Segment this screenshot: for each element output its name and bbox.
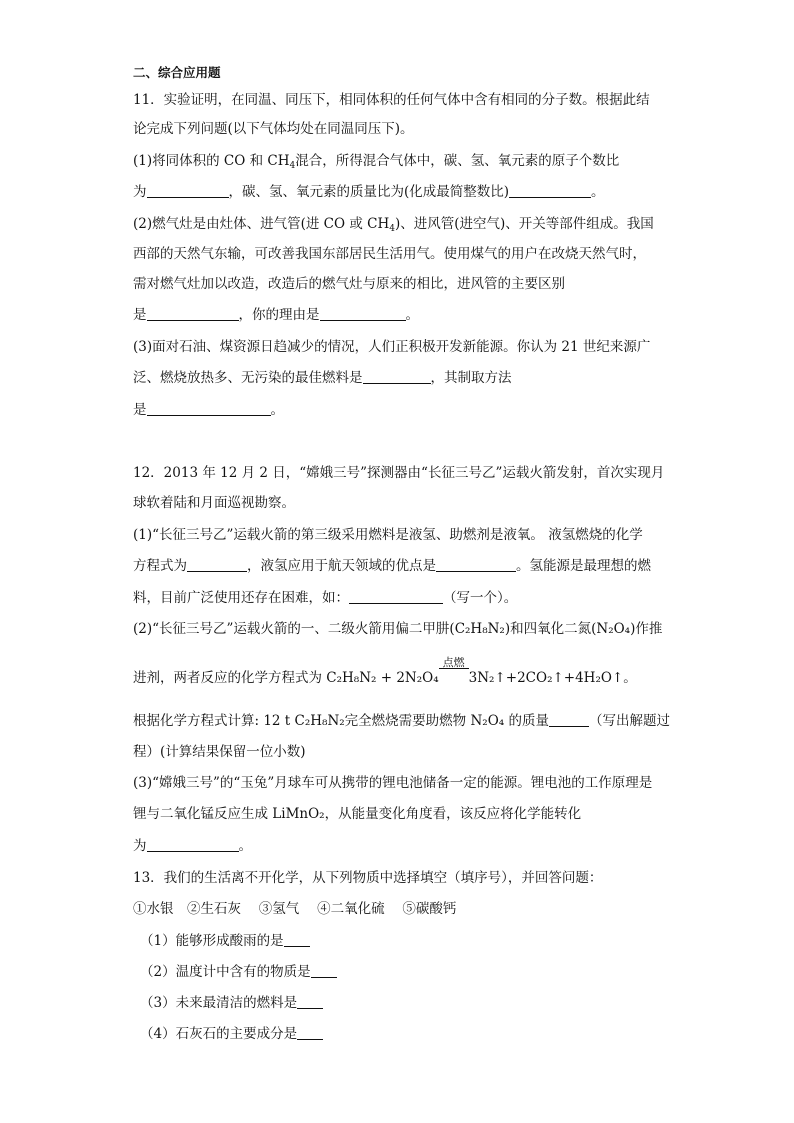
q12-equation-products: 3N₂↑+2CO₂↑+4H₂O↑。 — [468, 670, 637, 686]
q11-p3-text-a: 泛、燃烧放热多、无污染的最佳燃料是 — [133, 370, 363, 386]
answer-blank[interactable] — [549, 713, 589, 727]
q11-p3-text-c: 是 — [133, 402, 147, 418]
q12-calc-text-b: （写出解题过 — [588, 713, 670, 729]
q13-item-3 — [140, 994, 323, 1012]
q12-p1-text-d: 料，目前广泛使用还存在困难，如： — [133, 590, 349, 606]
answer-blank[interactable] — [297, 1026, 323, 1040]
answer-blank[interactable] — [147, 402, 271, 416]
q11-part1-line1 — [133, 152, 619, 170]
answer-blank[interactable] — [297, 995, 323, 1009]
answer-blank[interactable] — [147, 307, 239, 321]
q13-item-text: （2）温度计中含有的物质是 — [140, 964, 311, 980]
q13-item-text: （1）能够形成酸雨的是 — [140, 933, 284, 949]
q11-line-2: 论完成下列问题(以下气体均处在同温同压下)。 — [133, 121, 414, 137]
q12-p3-text-b: 。 — [238, 838, 252, 854]
q12-p1-text-a: 方程式为 — [133, 558, 187, 574]
q11-p1-text-a: (1)将同体积的 CO 和 CH — [133, 153, 290, 169]
q12-p1-text-b: ，液氢应用于航天领域的优点是 — [247, 558, 436, 574]
section-title: 二、综合应用题 — [133, 65, 221, 80]
q12-line-1: 12．2013 年 12 月 2 日，“嫦娥三号”探测器由“长征三号乙”运载火箭发射，首次实现月 — [133, 465, 665, 481]
q11-p3-text-d: 。 — [270, 402, 284, 418]
q12-part1-line3 — [133, 589, 517, 607]
q12-line-2: 球软着陆和月面巡视勘察。 — [133, 495, 295, 511]
q11-part3-line2 — [133, 369, 512, 387]
q11-part2-line1 — [133, 215, 654, 233]
answer-blank[interactable] — [349, 590, 443, 604]
q11-p1-text-b: 混合，所得混合气体中，碳、氢、氧元素的原子个数比 — [295, 153, 620, 169]
q11-p1-text-c: 为 — [133, 184, 147, 200]
q12-part3-line2: 锂与二氧化锰反应生成 LiMnO₂，从能量变化角度看，该反应将化学能转化 — [133, 806, 582, 822]
q13-item-text: （4）石灰石的主要成分是 — [140, 1026, 298, 1042]
answer-blank[interactable] — [436, 558, 516, 572]
q12-p3-text-a: 为 — [133, 838, 147, 854]
answer-blank[interactable] — [147, 184, 229, 198]
answer-blank[interactable] — [363, 370, 431, 384]
q11-part2-line3: 需对燃气灶加以改造，改造后的燃气灶与原来的相比，进风管的主要区别 — [133, 276, 565, 292]
answer-blank[interactable] — [187, 558, 247, 572]
q12-calc-line1 — [133, 712, 670, 730]
q13-options: ①水银 ②生石灰 ③氢气 ④二氧化硫 ⑤碳酸钙 — [133, 901, 457, 917]
q12-p1-text-c: 。氢能源是最理想的燃 — [516, 558, 651, 574]
q12-part3-line1: (3)“嫦娥三号”的“玉兔”月球车可从携带的锂电池储备一定的能源。锂电池的工作原理是 — [133, 775, 653, 791]
reaction-condition-label: 点燃 — [442, 656, 465, 669]
q11-part1-line2 — [133, 183, 605, 201]
q12-part1-line1: (1)“长征三号乙”运载火箭的第三级采用燃料是液氢、助燃剂是液氧。 液氢燃烧的化学 — [133, 527, 643, 543]
q11-p2-text-e: 。 — [405, 307, 419, 323]
answer-blank[interactable] — [320, 307, 406, 321]
answer-blank[interactable] — [147, 838, 239, 852]
q12-part3-line3 — [133, 837, 252, 855]
q11-part3-line1: (3)面对石油、煤资源日趋减少的情况，人们正积极开发新能源。你认为 21 世纪来源广 — [133, 339, 651, 355]
q12-calc-text-a: 根据化学方程式计算: 12 t C₂H₈N₂完全燃烧需要助燃物 N₂O₄ 的质量 — [133, 713, 549, 729]
q11-p1-text-e: 。 — [591, 184, 605, 200]
q11-p2-text-b: )、进风管(进空气)、开关等部件组成。我国 — [395, 216, 654, 232]
answer-blank[interactable] — [311, 964, 337, 978]
q11-p1-text-d: ，碳、氢、氧元素的质量比为(化成最简整数比) — [228, 184, 510, 200]
q13-item-text: （3）未来最清洁的燃料是 — [140, 995, 298, 1011]
answer-blank[interactable] — [509, 184, 591, 198]
q13-line-1: 13．我们的生活离不开化学，从下列物质中选择填空（填序号），并回答问题： — [133, 870, 603, 886]
reaction-condition — [439, 656, 469, 680]
q11-part2-line2: 西部的天然气东输，可改善我国东部居民生活用气。使用煤气的用户在改烧天然气时， — [133, 246, 646, 262]
q11-p2-sub: 4 — [389, 224, 395, 234]
answer-blank[interactable] — [284, 933, 310, 947]
q11-part3-line3 — [133, 401, 284, 419]
q11-p3-text-b: ，其制取方法 — [430, 370, 512, 386]
q13-item-1 — [140, 932, 310, 950]
q12-p1-text-e: （写一个）。 — [443, 590, 518, 606]
q12-calc-line2: 程）(计算结果保留一位小数) — [133, 744, 306, 760]
q12-equation-reactants: 进剂，两者反应的化学方程式为 C₂H₈N₂ + 2N₂O₄ — [133, 670, 439, 686]
q11-p2-text-a: (2)燃气灶是由灶体、进气管(进 CO 或 CH — [133, 216, 390, 232]
q11-p1-sub: 4 — [289, 161, 296, 171]
q11-part2-line4 — [133, 306, 419, 324]
q13-item-2 — [140, 963, 337, 981]
q11-p2-text-d: ，你的理由是 — [238, 307, 320, 323]
q11-line-1: 11．实验证明，在同温、同压下，相同体积的任何气体中含有相同的分子数。根据此结 — [133, 92, 650, 108]
q12-part2-line1: (2)“长征三号乙”运载火箭的一、二级火箭用偏二甲肼(C₂H₈N₂)和四氧化二氮(N₂O₄)作推 — [133, 621, 663, 637]
q11-p2-text-c: 是 — [133, 307, 147, 323]
q12-part1-line2 — [133, 557, 651, 575]
q12-equation-line — [133, 656, 637, 687]
q13-item-4 — [140, 1025, 323, 1043]
reaction-arrow-bar — [439, 668, 469, 669]
